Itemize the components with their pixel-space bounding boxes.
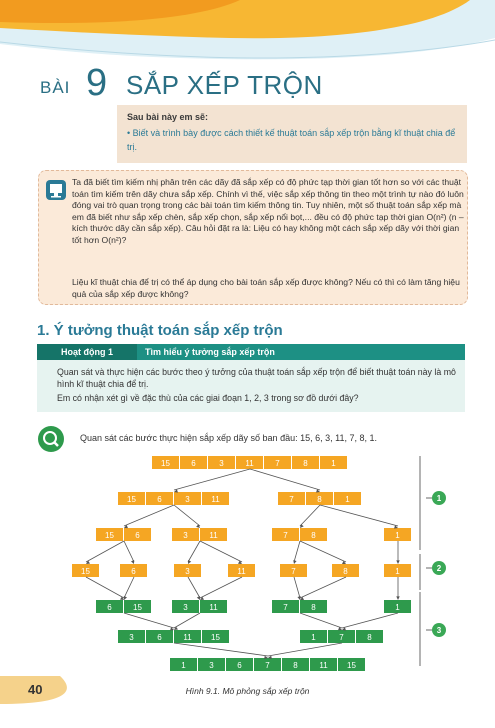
arrow-head [396,596,399,600]
arrow-head [120,597,124,600]
array-cell-value: 11 [319,660,328,670]
array-cell-value: 15 [347,660,356,670]
array-cell-value: 3 [209,660,214,670]
array-cell-value: 6 [157,494,162,504]
array-cell-value: 6 [131,566,136,576]
diagram-arrow [250,469,320,490]
array-cell-value: 11 [245,458,254,468]
array-cell-value: 11 [209,602,218,612]
arrow-head [86,561,90,564]
array-cell-value: 7 [265,660,270,670]
arrow-head [238,561,242,564]
arrow-head [396,560,399,564]
objective-item-text: Biết và trình bày được cách thiết kế thuật toán sắp xếp trộn bằng kĩ thuật chia để trị. [127,128,456,152]
arrow-head [124,596,127,600]
diagram-arrow [174,613,200,628]
arrow-head [300,524,304,528]
section-title: 1. Ý tưởng thuật toán sắp xếp trộn [37,322,283,339]
activity-label: Hoạt động 1 [37,344,137,360]
diagram-arrow [342,613,398,628]
array-cell-value: 3 [219,458,224,468]
diagram-arrow [200,541,242,562]
array-cell-value: 8 [303,458,308,468]
diagram-arrow [300,505,320,526]
arrow-head [196,524,200,528]
intro-box [38,170,468,305]
array-cell-value: 1 [345,494,350,504]
array-cell-value: 8 [311,602,316,612]
magnifier-icon [37,425,65,453]
array-cell-value: 1 [311,632,316,642]
array-cell-value: 7 [291,566,296,576]
array-cell-value: 3 [185,494,190,504]
array-cell-value: 15 [161,458,170,468]
header-banner [0,0,495,70]
array-cell-value: 3 [183,602,188,612]
computer-icon [45,179,67,201]
activity-paragraph-1: Quan sát và thực hiện các bước theo ý tưởng của thuật toán sắp xếp trộn để biết thuật toán này là mô hình kĩ thuật chia để trị. [57,367,456,389]
arrow-head [293,560,296,564]
diagram-intro: Quan sát các bước thực hiện sắp xếp dãy số ban đầu: 15, 6, 3, 11, 7, 8, 1. [80,433,377,443]
array-cell-value: 15 [105,530,114,540]
array-cell-value: 1 [331,458,336,468]
objective-item: • Biết và trình bày được cách thiết kế thuật toán sắp xếp trộn bằng kĩ thuật chia để trị. [127,128,456,152]
array-cell-value: 6 [135,530,140,540]
array-cell-value: 15 [133,602,142,612]
array-cell-value: 1 [395,530,400,540]
arrow-head [200,597,204,600]
diagram-arrow [300,541,346,562]
diagram-arrow [300,613,342,628]
diagram-arrow [200,577,242,598]
array-cell-value: 11 [237,566,246,576]
array-cell-value: 7 [289,494,294,504]
objectives-heading: Sau bài này em sẽ: [127,112,209,122]
array-cell-value: 15 [127,494,136,504]
array-cell-value: 8 [367,632,372,642]
diagram-arrow [174,469,250,490]
objectives-box [117,105,467,163]
array-cell-value: 6 [157,632,162,642]
figure-caption: Hình 9.1. Mô phỏng sắp xếp trộn [185,686,310,696]
arrow-head [197,596,200,600]
diagram-arrow [174,505,200,526]
array-cell-value: 15 [81,566,90,576]
lesson-number: 9 [86,62,108,104]
array-cell-value: 8 [343,566,348,576]
diagram-arrow [188,577,200,598]
array-cell-value: 11 [211,494,220,504]
diagram-arrow [86,541,124,562]
diagram-arrow [268,643,342,656]
array-cell-value: 8 [311,530,316,540]
array-cell-value: 1 [395,566,400,576]
stage-number: 1 [436,494,442,503]
diagram-arrow [124,505,174,526]
array-cell-value: 7 [283,530,288,540]
diagram-arrow [124,613,174,628]
array-cell-value: 3 [183,530,188,540]
array-cell-value: 1 [181,660,186,670]
array-cell-value: 6 [237,660,242,670]
array-cell-value: 11 [183,632,192,642]
array-cell-value: 1 [395,602,400,612]
arrow-head [174,627,178,630]
array-cell-value: 7 [283,602,288,612]
array-cell-value: 8 [317,494,322,504]
array-cell-value: 15 [211,632,220,642]
array-cell-value: 8 [293,660,298,670]
array-cell-value: 6 [191,458,196,468]
intro-question: Liệu kĩ thuật chia để trị có thể áp dụng cho bài toán sắp xếp được không? Nếu có thì có làm tăng hiệu quả của sắp xếp được không? [72,277,460,299]
intro-paragraph: Ta đã biết tìm kiếm nhị phân trên các dãy đã sắp xếp có độ phức tạp thời gian tốt hơn so với các thuật toán tìm kiếm trên dãy chưa sắp xếp. Chính vì thế, việc sắp xếp thông tin theo một trình tự nào đó luôn đóng vai trò quan trọng trong các bài toán tìm kiếm thông tin. Tuy nhiên, một số thuật toán sắp xếp mà em đã biết như sắp xếp chèn, sắp xếp chọn, sắp xếp nổi bọt,... đều có độ phức tạp thời gian O(n²) (n – kích thước dãy cần sắp xếp). Câu hỏi đặt ra là: Liệu có hay không một cách sắp xếp dãy với thời gian tốt hơn O(n²)? [72,177,464,245]
array-cell-value: 7 [339,632,344,642]
stage-number: 3 [436,626,442,635]
activity-paragraph-2: Em có nhận xét gì về đặc thù của các giai đoạn 1, 2, 3 trong sơ đồ dưới đây? [57,393,359,403]
page-number: 40 [28,682,43,697]
diagram-arrow [124,577,134,598]
lesson-title: SẮP XẾP TRỘN [126,70,323,100]
activity-body [37,360,465,412]
array-cell-value: 11 [209,530,218,540]
array-cell-value: 6 [107,602,112,612]
diagram-arrow [188,541,200,562]
arrow-head [131,560,134,564]
activity-bar [37,344,465,360]
array-cell-value: 3 [129,632,134,642]
lesson-word: BÀI [40,78,71,97]
diagram-arrow [174,643,268,656]
arrow-head [188,560,191,564]
diagram-arrow [124,541,134,562]
diagram-arrow [320,505,398,526]
stage-number: 2 [436,564,442,573]
array-cell-value: 7 [275,458,280,468]
array-cell-value: 3 [185,566,190,576]
diagram-arrow [294,577,300,598]
diagram-arrow [300,577,346,598]
diagram-arrow [294,541,300,562]
activity-title: Tìm hiểu ý tưởng sắp xếp trộn [145,347,275,357]
page-number-tab [0,676,140,704]
merge-sort-diagram [0,450,495,680]
diagram-arrow [86,577,124,598]
